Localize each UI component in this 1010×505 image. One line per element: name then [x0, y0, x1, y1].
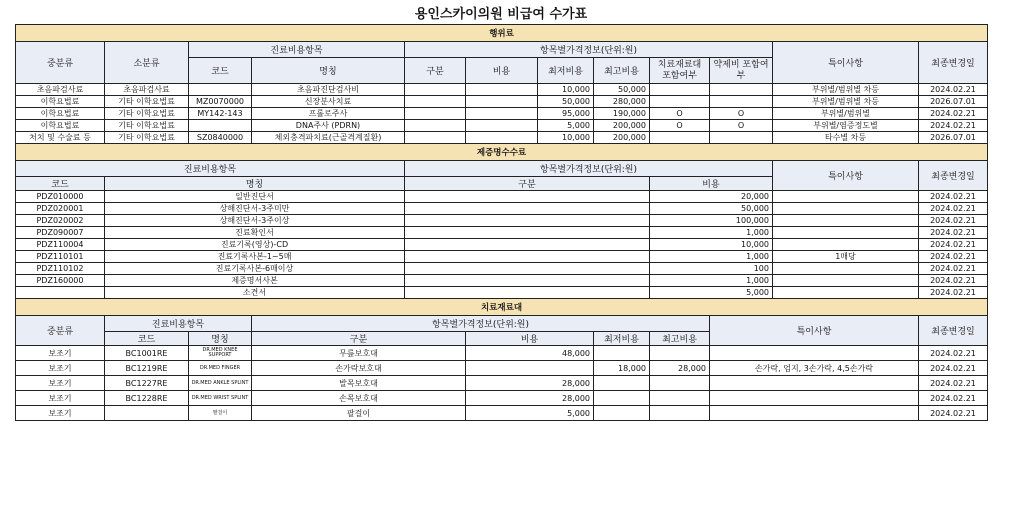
cell-type	[405, 84, 466, 96]
col-header-name: 명칭	[252, 58, 405, 84]
col-header-date: 최종변경일	[919, 161, 988, 191]
cell-note	[773, 287, 919, 299]
cell-type	[405, 239, 650, 251]
cell-note: 타수별 차등	[773, 132, 919, 144]
cell-cost: 10,000	[650, 239, 773, 251]
cell-name: 진료기록(영상)-CD	[105, 239, 405, 251]
cell-code: MY142-143	[189, 108, 252, 120]
cell-name: 체외충격파치료(근골격계질환)	[252, 132, 405, 144]
cell-note: 1매당	[773, 251, 919, 263]
table-row	[16, 84, 988, 96]
cell-note: 손가락, 엄지, 3손가락, 4,5손가락	[710, 361, 919, 376]
cell-note: 부위별/범위별 차등	[773, 96, 919, 108]
col-header-mid-category: 중분류	[16, 316, 105, 346]
cell-note	[773, 227, 919, 239]
cell-cost	[466, 120, 538, 132]
table-row	[16, 191, 988, 203]
cell-drug-included	[710, 132, 773, 144]
col-header-name: 명칭	[105, 177, 405, 191]
cell-name: 진료기록사본-6매이상	[105, 263, 405, 275]
cell-cost: 100,000	[650, 215, 773, 227]
cell-note	[710, 406, 919, 421]
cell-max-cost	[650, 376, 710, 391]
cell-date: 2024.02.21	[919, 108, 988, 120]
table-row	[16, 361, 988, 376]
col-header-type: 구분	[405, 177, 650, 191]
cell-code	[105, 406, 189, 421]
col-header-code: 코드	[16, 177, 105, 191]
cell-code: PDZ160000	[16, 275, 105, 287]
col-header-code: 코드	[105, 332, 189, 346]
cell-max-cost	[650, 406, 710, 421]
cell-cost	[466, 84, 538, 96]
col-header-note: 특이사항	[773, 42, 919, 84]
cell-type	[405, 191, 650, 203]
cell-name: 제증명서사본	[105, 275, 405, 287]
cell-min-cost	[594, 346, 650, 361]
cell-min-cost	[594, 376, 650, 391]
cell-code: PDZ020002	[16, 215, 105, 227]
cell-sub-category: 기타 이학요법료	[105, 96, 189, 108]
cell-sub-category: 기타 이학요법료	[105, 120, 189, 132]
col-header-code: 코드	[189, 58, 252, 84]
col-header-min-cost: 최저비용	[594, 332, 650, 346]
cell-date: 2024.02.21	[919, 191, 988, 203]
fee-schedule	[15, 6, 987, 421]
col-header-name: 명칭	[189, 332, 252, 346]
table-row	[16, 275, 988, 287]
col-header-item: 진료비용항목	[189, 42, 405, 58]
cell-max-cost: 200,000	[594, 132, 650, 144]
cell-min-cost: 18,000	[594, 361, 650, 376]
cell-type	[405, 96, 466, 108]
col-header-cost: 비용	[466, 332, 594, 346]
page-title: 용인스카이의원 비급여 수가표	[414, 7, 588, 22]
col-header-max-cost: 최고비용	[594, 58, 650, 84]
cell-code: BC1219RE	[105, 361, 189, 376]
cell-code: BC1001RE	[105, 346, 189, 361]
table-row	[16, 203, 988, 215]
section-title: 행위료	[16, 25, 988, 42]
cell-name: DR.MED WRIST SPLINT	[189, 391, 252, 406]
cell-type	[405, 263, 650, 275]
cell-note: 부위별/범위별	[773, 108, 919, 120]
cell-type	[405, 120, 466, 132]
cell-date: 2024.02.21	[919, 84, 988, 96]
col-header-price-info: 항목별가격정보(단위:원)	[405, 161, 773, 177]
cell-min-cost: 5,000	[538, 120, 594, 132]
section-title: 치료재료대	[16, 299, 988, 316]
cell-type: 손목보호대	[252, 391, 466, 406]
cell-code: PDZ090007	[16, 227, 105, 239]
cell-note	[710, 376, 919, 391]
section-header-row	[16, 25, 988, 42]
cell-cost	[466, 361, 594, 376]
cell-type	[405, 203, 650, 215]
cell-cost: 20,000	[650, 191, 773, 203]
cell-name: 진료기록사본-1~5매	[105, 251, 405, 263]
cell-date: 2024.02.21	[919, 215, 988, 227]
cell-date: 2024.02.21	[919, 120, 988, 132]
cell-code: BC1228RE	[105, 391, 189, 406]
cell-max-cost: 28,000	[650, 361, 710, 376]
cell-name: 소견서	[105, 287, 405, 299]
table-row	[16, 391, 988, 406]
cell-type	[405, 108, 466, 120]
cell-name: 진료확인서	[105, 227, 405, 239]
cell-mid-category: 보조기	[16, 346, 105, 361]
col-header-cost: 비용	[466, 58, 538, 84]
section-title: 제증명수수료	[16, 144, 988, 161]
cell-code: PDZ020001	[16, 203, 105, 215]
cell-note: 부위별/염증정도별	[773, 120, 919, 132]
cell-type: 무릎보호대	[252, 346, 466, 361]
col-header-type: 구분	[252, 332, 466, 346]
cell-sub-category: 초음파검사료	[105, 84, 189, 96]
cell-cost: 1,000	[650, 275, 773, 287]
table-row	[16, 263, 988, 275]
cell-mid-category: 이학요법료	[16, 96, 105, 108]
col-header-sub-category: 소분류	[105, 42, 189, 84]
cell-material-included	[650, 132, 710, 144]
cell-mid-category: 이학요법료	[16, 120, 105, 132]
cell-sub-category: 기타 이학요법료	[105, 108, 189, 120]
cell-code: PDZ110004	[16, 239, 105, 251]
cell-date: 2024.02.21	[919, 251, 988, 263]
cell-min-cost	[594, 391, 650, 406]
col-header-item: 진료비용항목	[16, 161, 405, 177]
cell-cost	[466, 132, 538, 144]
table-row	[16, 406, 988, 421]
cell-date: 2024.02.21	[919, 287, 988, 299]
col-header-type: 구분	[405, 58, 466, 84]
cell-code: PDZ110101	[16, 251, 105, 263]
cell-drug-included: O	[710, 120, 773, 132]
cell-code: SZ0840000	[189, 132, 252, 144]
cell-code: MZ0070000	[189, 96, 252, 108]
table-row	[16, 215, 988, 227]
cell-date: 2024.02.21	[919, 239, 988, 251]
cell-type	[405, 215, 650, 227]
cell-note: 부위별/범위별 차등	[773, 84, 919, 96]
column-header-row	[16, 42, 988, 58]
cell-code: PDZ110102	[16, 263, 105, 275]
cell-sub-category: 기타 이학요법료	[105, 132, 189, 144]
table-row	[16, 108, 988, 120]
cell-name: DR.MED KNEE SUPPORT	[189, 346, 252, 361]
col-header-note: 특이사항	[710, 316, 919, 346]
table-row	[16, 376, 988, 391]
cell-type	[405, 287, 650, 299]
cell-type	[405, 227, 650, 239]
cell-date: 2024.02.21	[919, 361, 988, 376]
cell-code: PDZ010000	[16, 191, 105, 203]
col-header-price-info: 항목별가격정보(단위:원)	[405, 42, 773, 58]
cell-date: 2026.07.01	[919, 96, 988, 108]
cell-mid-category: 초음파검사료	[16, 84, 105, 96]
col-header-item: 진료비용항목	[105, 316, 252, 332]
cell-drug-included	[710, 84, 773, 96]
col-header-price-info: 항목별가격정보(단위:원)	[252, 316, 710, 332]
cell-note	[773, 239, 919, 251]
cell-max-cost: 280,000	[594, 96, 650, 108]
cell-name: 상해진단서-3주이상	[105, 215, 405, 227]
cell-drug-included: O	[710, 108, 773, 120]
cell-note	[710, 346, 919, 361]
cell-cost: 1,000	[650, 227, 773, 239]
cell-cost: 48,000	[466, 346, 594, 361]
cell-name: DR.MED ANKLE SPLINT	[189, 376, 252, 391]
cell-cost: 5,000	[650, 287, 773, 299]
cell-code	[189, 120, 252, 132]
table-row	[16, 96, 988, 108]
section-header-row	[16, 144, 988, 161]
column-header-row	[16, 161, 988, 177]
cell-mid-category: 보조기	[16, 391, 105, 406]
table-row	[16, 132, 988, 144]
cell-min-cost: 95,000	[538, 108, 594, 120]
cell-code: BC1227RE	[105, 376, 189, 391]
col-header-mid-category: 중분류	[16, 42, 105, 84]
cell-name: DNA주사 (PDRN)	[252, 120, 405, 132]
cell-min-cost: 10,000	[538, 84, 594, 96]
cell-type: 손가락보호대	[252, 361, 466, 376]
cell-drug-included	[710, 96, 773, 108]
cell-cost	[466, 108, 538, 120]
table-row	[16, 346, 988, 361]
col-header-cost: 비용	[650, 177, 773, 191]
cell-note	[773, 191, 919, 203]
cell-type	[405, 275, 650, 287]
table-row	[16, 227, 988, 239]
table-row	[16, 251, 988, 263]
cell-max-cost: 200,000	[594, 120, 650, 132]
cell-name: 초음파진단검사비	[252, 84, 405, 96]
cell-cost: 1,000	[650, 251, 773, 263]
cell-date: 2024.02.21	[919, 227, 988, 239]
cell-type: 발목보호대	[252, 376, 466, 391]
col-header-min-cost: 최저비용	[538, 58, 594, 84]
cell-mid-category: 보조기	[16, 361, 105, 376]
cell-cost: 100	[650, 263, 773, 275]
cell-material-included	[650, 96, 710, 108]
column-header-row	[16, 316, 988, 332]
cell-note	[773, 263, 919, 275]
cell-mid-category: 처치 및 수술료 등	[16, 132, 105, 144]
cell-date: 2024.02.21	[919, 376, 988, 391]
cell-code	[189, 84, 252, 96]
cell-note	[710, 391, 919, 406]
cell-cost: 50,000	[650, 203, 773, 215]
cell-date: 2024.02.21	[919, 203, 988, 215]
cell-date: 2024.02.21	[919, 275, 988, 287]
cell-code	[16, 287, 105, 299]
cell-cost: 28,000	[466, 376, 594, 391]
col-header-date: 최종변경일	[919, 42, 988, 84]
cell-date: 2024.02.21	[919, 406, 988, 421]
cell-note	[773, 275, 919, 287]
cell-material-included	[650, 84, 710, 96]
table-row	[16, 120, 988, 132]
table-row	[16, 287, 988, 299]
cell-cost: 5,000	[466, 406, 594, 421]
col-header-date: 최종변경일	[919, 316, 988, 346]
cell-material-included: O	[650, 108, 710, 120]
section-header-row	[16, 299, 988, 316]
cell-max-cost	[650, 391, 710, 406]
cell-date: 2026.07.01	[919, 132, 988, 144]
cell-max-cost	[650, 346, 710, 361]
cell-note	[773, 215, 919, 227]
cell-min-cost	[594, 406, 650, 421]
cell-date: 2024.02.21	[919, 346, 988, 361]
fee-table	[15, 24, 988, 421]
cell-material-included: O	[650, 120, 710, 132]
cell-mid-category: 보조기	[16, 406, 105, 421]
cell-type	[405, 251, 650, 263]
cell-cost	[466, 96, 538, 108]
cell-name: 신장분사치료	[252, 96, 405, 108]
col-header-material-included: 치료재료대 포함여부	[650, 58, 710, 84]
cell-mid-category: 이학요법료	[16, 108, 105, 120]
cell-min-cost: 10,000	[538, 132, 594, 144]
cell-date: 2024.02.21	[919, 263, 988, 275]
cell-name: 일반진단서	[105, 191, 405, 203]
cell-name: 팔걸이	[189, 406, 252, 421]
col-header-drug-included: 약제비 포함여부	[710, 58, 773, 84]
cell-max-cost: 50,000	[594, 84, 650, 96]
cell-name: 프롤로주사	[252, 108, 405, 120]
cell-cost: 28,000	[466, 391, 594, 406]
cell-max-cost: 190,000	[594, 108, 650, 120]
cell-name: DR.MED FINGER	[189, 361, 252, 376]
cell-type: 팔걸이	[252, 406, 466, 421]
cell-name: 상해진단서-3주미만	[105, 203, 405, 215]
cell-type	[405, 132, 466, 144]
col-header-note: 특이사항	[773, 161, 919, 191]
cell-mid-category: 보조기	[16, 376, 105, 391]
col-header-max-cost: 최고비용	[650, 332, 710, 346]
cell-min-cost: 50,000	[538, 96, 594, 108]
table-row	[16, 239, 988, 251]
cell-date: 2024.02.21	[919, 391, 988, 406]
cell-note	[773, 203, 919, 215]
